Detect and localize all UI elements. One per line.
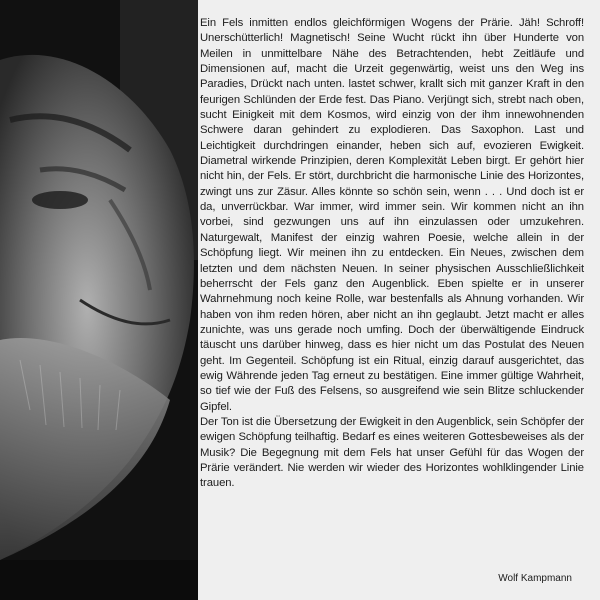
portrait-photo [0, 0, 198, 600]
author-signature: Wolf Kampmann [498, 573, 572, 584]
portrait-photo-icon [0, 0, 198, 600]
essay-paragraph-1: Ein Fels inmitten endlos gleichförmigen Wogens der Prärie. Jäh! Schroff! Unerschütterlich! Magnetisch! Seine Wucht rückt ihn über Hunderte von Meilen in unmittelbare Nähe des Betrachtenden, hebt Zeitläufe und Dimensionen auf, macht die Urzeit gegenwärtig, weist uns den Weg ins Paradies, Drückt nach unten. lastet schwer, krallt sich mit ganzer Kraft in den feurigen Schlünden der Erde fest. Das Piano. Verjüngt sich, strebt nach oben, sucht Einigkeit mit dem Kosmos, wird einzig von der ihm innewohnenden Schwere daran gehindert zu explodieren. Das Saxophon. Last und Leichtigkeit durchdringen einander, heben sich auf, evozieren Ewigkeit. Diametral wirkende Prinzipien, deren Komplexität Leben birgt. Er gehört hier nicht hin, der Fels. Er stört, durchbricht die harmonische Linie des Horizontes, zwingt uns zur Zäsur. Alles könnte so schön sein, wenn . . . Und doch ist er da, unverrückbar. War immer, wird immer sein. Wir kommen nicht an ihn vorbei, sind gezwungen uns auf ihn einzulassen oder umzukehren. Naturgewalt, Manifest der einzig wahren Poesie, welche allein in der Schöpfung liegt. Wir meinen ihn zu entdecken. Ein Neues, zwischen dem letzten und dem nächsten Neuen. In seiner physischen Ausschließlichkeit beherrscht der Fels ganz den Augenblick. Eben spielte er in unserer Wahrnehmung noch keine Rolle, war bestenfalls als Ahnung vorhanden. Wir haben von ihm reden hören, aber nicht an ihn geglaubt. Jetzt macht er alles zunichte, was uns gerade noch umfing. Doch der überwältigende Eindruck täuscht uns darüber hinweg, dass es hier nicht um das Postulat des Neuen geht. Im Gegenteil. Schöpfung ist ein Ritual, einzig darauf ausgerichtet, das ewig Währende jeden Tag erneut zu bestätigen. Eine immer gültige Wahrheit, so tief wie der Fuß des Felsens, so ausgreifend wie sein Blitze schluckender Gipfel. [200, 17, 584, 413]
essay-paragraph-2: Der Ton ist die Übersetzung der Ewigkeit in den Augenblick, sein Schöpfer der ewigen Schöpfung teilhaftig. Bedarf es eines weiteren Gottesbeweises als der Musik? Die Begegnung mit dem Fels hat unser Gefühl für das Wogen der Prärie verändert. Nie werden wir wieder des Horizontes wohlklingender Linie trauen. [200, 415, 584, 490]
essay-text [200, 16, 584, 492]
